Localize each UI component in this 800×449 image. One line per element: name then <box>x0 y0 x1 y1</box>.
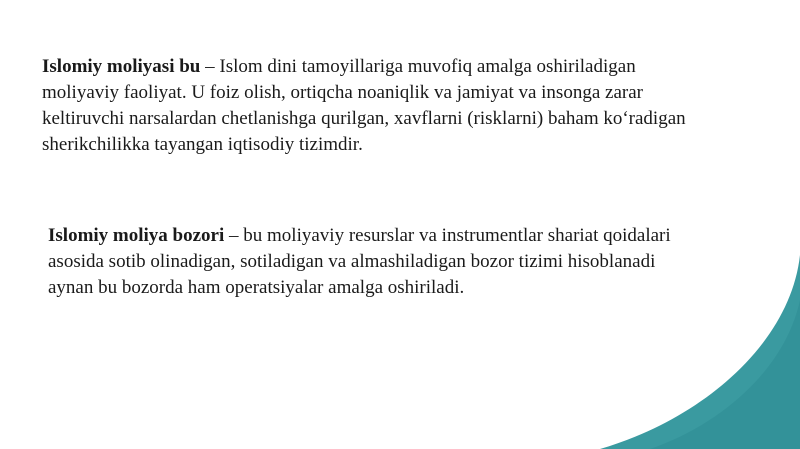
definition-paragraph-islamic-finance <box>42 54 742 158</box>
term-islamic-finance-market: Islomiy moliya bozori <box>48 225 225 246</box>
paragraph-line: asosida sotib olinadigan, sotiladigan va almashiladigan bozor tizimi hisoblanadi <box>48 251 656 272</box>
term-separator: – <box>200 56 220 77</box>
term-separator: – <box>224 225 244 246</box>
paragraph-line: aynan bu bozorda ham operatsiyalar amalga oshiriladi. <box>48 277 465 298</box>
term-islamic-finance: Islomiy moliyasi bu <box>42 56 201 77</box>
definition-paragraph-islamic-finance-market <box>48 223 748 301</box>
paragraph-line: keltiruvchi narsalardan chetlanishga qurilgan, xavflarni (risklarni) baham ko‘radigan <box>42 108 686 129</box>
paragraph-line: bu moliyaviy resurslar va instrumentlar shariat qoidalari <box>243 225 671 246</box>
paragraph-line: moliyaviy faoliyat. U foiz olish, ortiqcha noaniqlik va jamiyat va insonga zarar <box>42 82 643 103</box>
paragraph-line: sherikchilikka tayangan iqtisodiy tizimdir. <box>42 134 363 155</box>
paragraph-line: Islom dini tamoyillariga muvofiq amalga oshiriladigan <box>219 56 636 77</box>
